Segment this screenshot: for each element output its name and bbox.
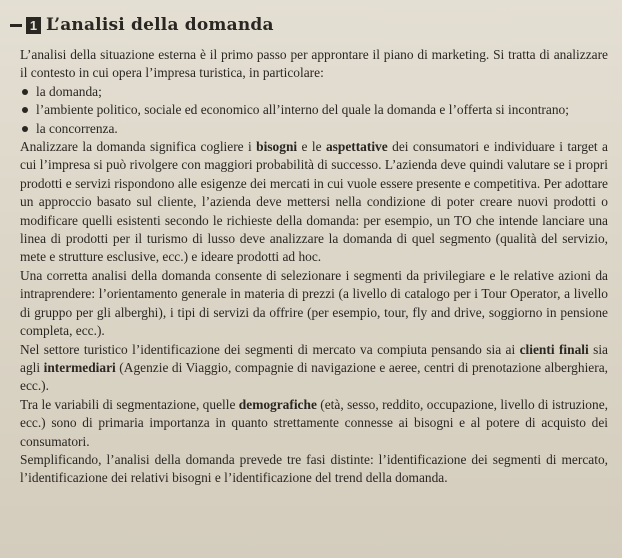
paragraph-text: Nel settore turistico l’identificazione dei segmenti di mercato va compiuta pensando sia ai: [20, 341, 520, 357]
paragraph-tourism-sector: [10, 341, 608, 396]
paragraph-variables: [10, 396, 608, 451]
paragraph-text: dei consumatori e individuare i target a cui l’impresa si può rivolgere con maggiori probabilità di successo. L’azienda deve quindi valutare se i propri prodotti e servizi rispondono alle esigenze dei mercati in cui vuole essere presente e competitiva. Per adottare un approccio basato sul cliente, l’azienda deve mettersi nella condizione di poter creare nuovi prodotti o modificare quelli esistenti secondo le richieste della domanda: per esempio, un TO che intende lanciare una linea di prodotti per il turismo di lusso deve analizzare la domanda di quel segmento (qualità del servizio, mete e strutture esclusive, ecc.) e ideare prodotti ad hoc.: [20, 139, 608, 265]
bold-term: clienti finali: [519, 341, 589, 357]
section-number-badge: 1: [26, 17, 41, 34]
list-item: [20, 101, 608, 119]
paragraph-text: (Agenzie di Viaggio, compagnie di navigazione e aeree, centri di prenotazione alberghiera, ecc.).: [20, 359, 608, 394]
paragraph-text: e le: [297, 139, 326, 155]
list-item-text: l’ambiente politico, sociale ed economico all’interno del quale la domanda e l’offerta si incontrano;: [36, 102, 569, 118]
section-title: L’analisi della domanda: [46, 15, 274, 35]
paragraph-phases: Semplificando, l’analisi della domanda prevede tre fasi distinte: l’identificazione dei segmenti di mercato, l’identificazione dei relativi bisogni e l’identificazione del trend della domanda.: [20, 451, 608, 486]
list-item: [20, 83, 608, 101]
paragraph-text: (età, sesso, reddito, occupazione, livello di istruzione, ecc.) sono di primaria importanza in quanto strettamente connesse ai bisogni e al potere di acquisto dei consumatori.: [20, 396, 608, 449]
bullet-dot-icon: [22, 107, 28, 113]
paragraph-text: Analizzare la domanda significa cogliere i: [20, 139, 257, 155]
list-item: [20, 120, 608, 138]
heading-rule-icon: [10, 24, 22, 27]
list-item-text: la domanda;: [36, 83, 102, 99]
paragraph-demand: [10, 138, 608, 267]
bold-term: bisogni: [256, 139, 298, 155]
bold-term: aspettative: [325, 139, 388, 155]
paragraph-text: Tra le variabili di segmentazione, quelle: [20, 396, 239, 412]
bullet-dot-icon: [22, 89, 28, 95]
bold-term: demografiche: [238, 396, 317, 412]
section-heading: [10, 12, 608, 38]
bullet-dot-icon: [22, 126, 28, 132]
bold-term: intermediari: [43, 359, 116, 375]
paragraph-text: sia agli: [20, 341, 608, 375]
list-item-text: la concorrenza.: [36, 120, 118, 136]
bullet-list: [10, 83, 608, 138]
intro-paragraph: L’analisi della situazione esterna è il primo passo per approntare il piano di marketing. Si tratta di analizzare il contesto in cui opera l’impresa turistica, in particolare:: [20, 47, 608, 81]
paragraph-segments: Una corretta analisi della domanda consente di selezionare i segmenti da privilegiare e le relative azioni da intraprendere: l’orientamento generale in materia di prezzi (a livello di catalogo per i Tour Operator, a livello di gruppo per gli alberghi), i tipi di servizi da offrire (per esempio, tour, fly and drive, soggiorno in pensione completa, ecc.).: [20, 267, 608, 339]
